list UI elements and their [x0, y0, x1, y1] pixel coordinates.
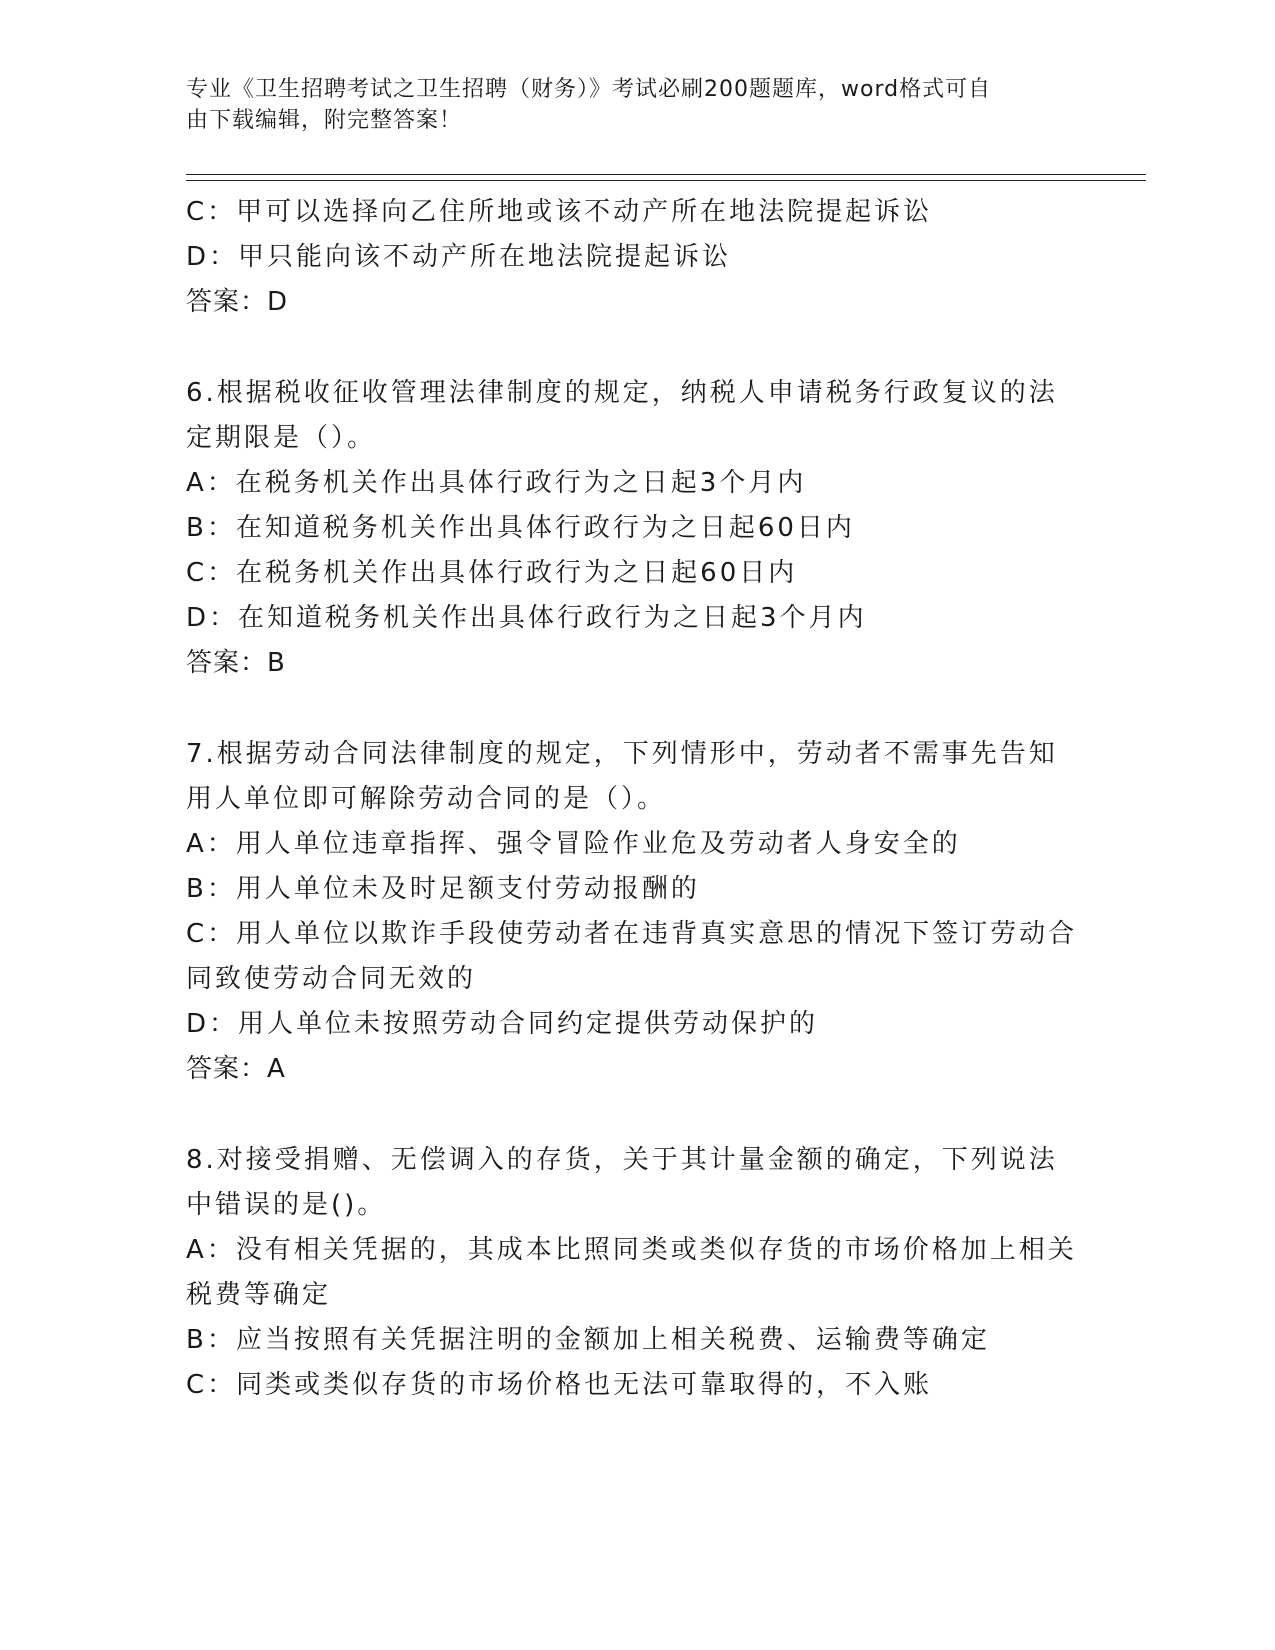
question-8	[186, 1138, 1086, 1408]
question-6	[186, 371, 1086, 686]
option-b: B：用人单位未及时足额支付劳动报酬的	[186, 874, 700, 904]
option-d: D：在知道税务机关作出具体行政行为之日起3个月内	[186, 603, 867, 633]
header-divider-top	[186, 174, 1146, 175]
option-c: C：甲可以选择向乙住所地或该不动产所在地法院提起诉讼	[186, 197, 933, 227]
option-b: B：在知道税务机关作出具体行政行为之日起60日内	[186, 513, 855, 543]
option-a: A：用人单位违章指挥、强令冒险作业危及劳动者人身安全的	[186, 829, 961, 859]
answer-line: 答案：A	[186, 1054, 286, 1084]
spacer	[186, 325, 1086, 371]
option-c: C：用人单位以欺诈手段使劳动者在违背真实意思的情况下签订劳动合	[186, 919, 1078, 949]
question-7	[186, 732, 1086, 1092]
question-5-tail	[186, 190, 1086, 325]
option-c: C：在税务机关作出具体行政行为之日起60日内	[186, 558, 798, 588]
answer-line: 答案：B	[186, 648, 286, 678]
header-line-1: 专业《卫生招聘考试之卫生招聘（财务）》考试必刷200题题库，word格式可自	[186, 77, 992, 102]
header-line-2: 由下载编辑，附完整答案！	[186, 108, 463, 133]
option-d: D：甲只能向该不动产所在地法院提起诉讼	[186, 242, 732, 272]
option-a-continued: 税费等确定	[186, 1280, 332, 1310]
question-stem-continued: 中错误的是()。	[186, 1190, 387, 1220]
question-stem: 6.根据税收征收管理法律制度的规定，纳税人申请税务行政复议的法	[186, 378, 1058, 408]
option-c-continued: 同致使劳动合同无效的	[186, 964, 477, 994]
question-stem-continued: 用人单位即可解除劳动合同的是（）。	[186, 784, 667, 814]
option-a: A：在税务机关作出具体行政行为之日起3个月内	[186, 468, 807, 498]
question-body	[186, 190, 1086, 1408]
option-a: A：没有相关凭据的，其成本比照同类或类似存货的市场价格加上相关	[186, 1235, 1077, 1265]
spacer	[186, 686, 1086, 732]
answer-line: 答案：D	[186, 287, 289, 317]
question-stem-continued: 定期限是（）。	[186, 423, 377, 453]
spacer	[186, 1092, 1086, 1138]
option-d: D：用人单位未按照劳动合同约定提供劳动保护的	[186, 1009, 819, 1039]
question-stem: 8.对接受捐赠、无偿调入的存货，关于其计量金额的确定，下列说法	[186, 1145, 1058, 1175]
document-header	[186, 74, 1066, 136]
question-stem: 7.根据劳动合同法律制度的规定，下列情形中，劳动者不需事先告知	[186, 739, 1058, 769]
option-c: C：同类或类似存货的市场价格也无法可靠取得的，不入账	[186, 1370, 933, 1400]
option-b: B：应当按照有关凭据注明的金额加上相关税费、运输费等确定	[186, 1325, 990, 1355]
header-divider-bottom	[186, 180, 1146, 181]
